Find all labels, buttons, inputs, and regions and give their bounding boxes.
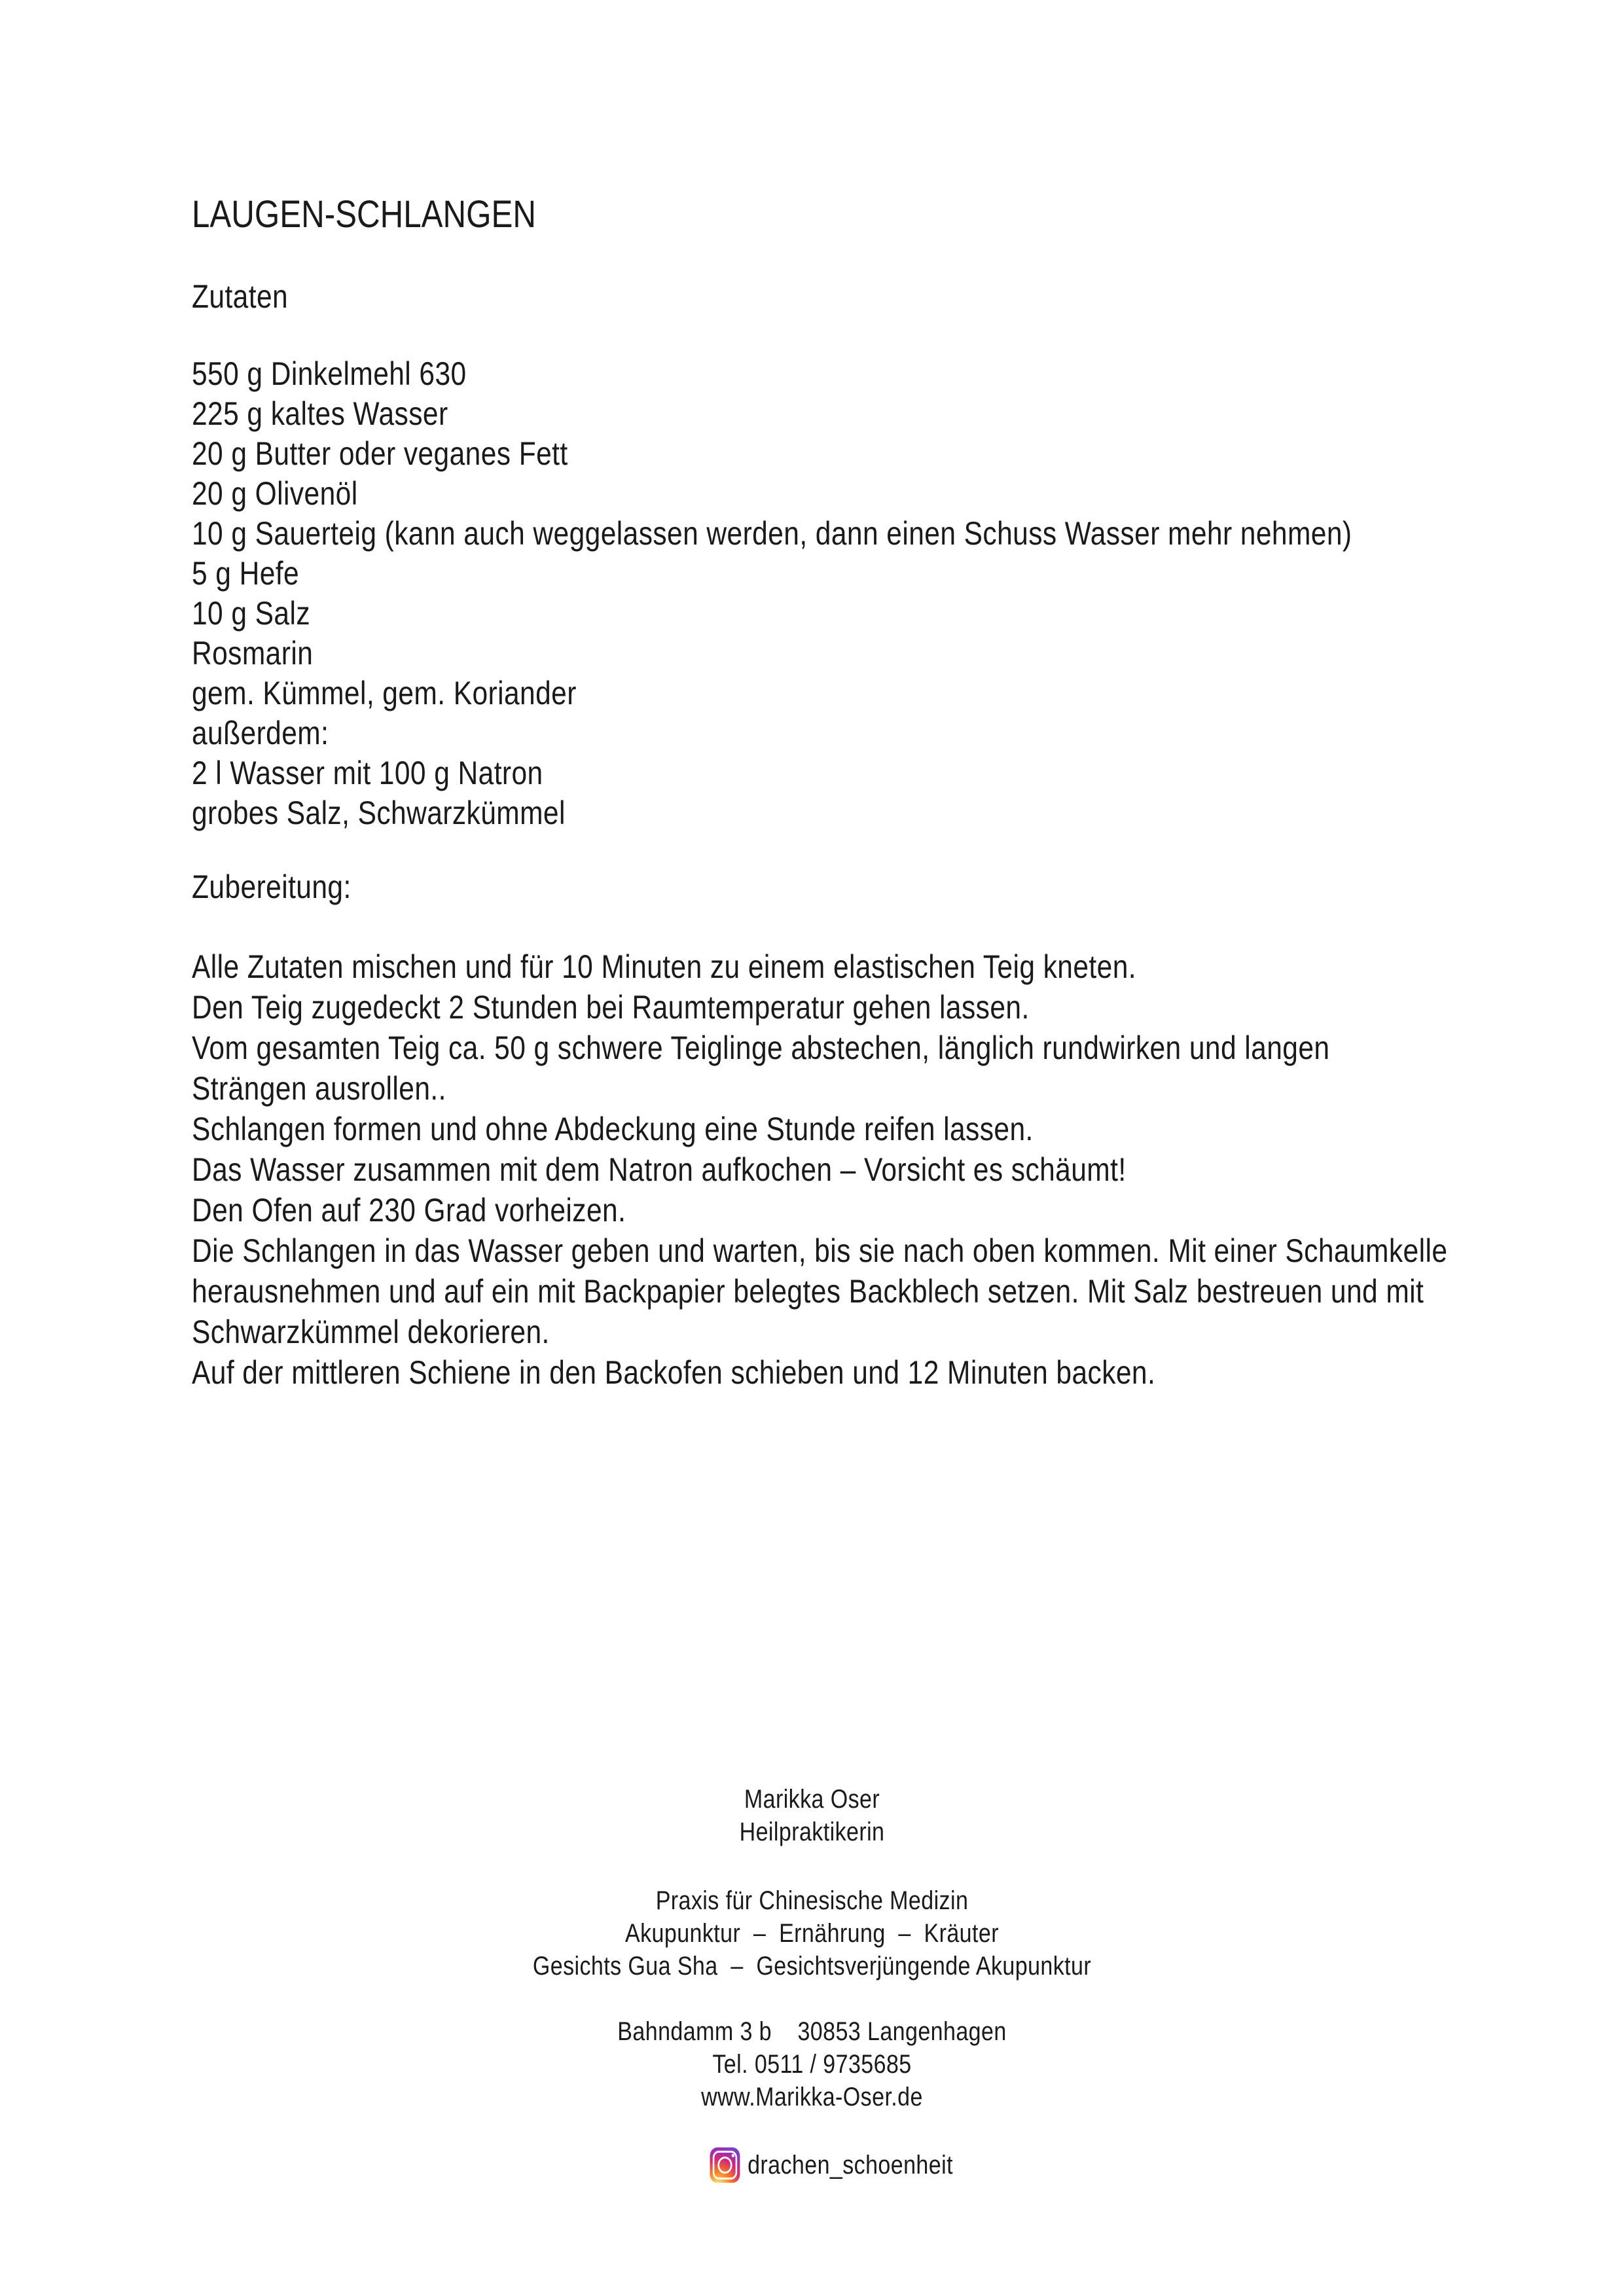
ingredient-line: 225 g kaltes Wasser: [192, 395, 448, 432]
ingredient-line: 2 l Wasser mit 100 g Natron: [192, 755, 543, 791]
instagram-handle: drachen_schoenheit: [748, 2151, 953, 2180]
preparation-line: herausnehmen und auf ein mit Backpapier belegtes Backblech setzen. Mit Salz bestreuen und mit: [192, 1273, 1424, 1310]
instagram-row: [122, 2109, 1502, 2220]
ingredient-line: 550 g Dinkelmehl 630: [192, 355, 467, 392]
footer-services-1: Akupunktur – Ernährung – Kräuter: [625, 1919, 999, 1948]
preparation-line: Das Wasser zusammen mit dem Natron aufkochen – Vorsicht es schäumt!: [192, 1151, 1127, 1188]
ingredient-line: 20 g Olivenöl: [192, 475, 358, 512]
ingredient-line: 20 g Butter oder veganes Fett: [192, 435, 568, 472]
preparation-line: Den Ofen auf 230 Grad vorheizen.: [192, 1192, 626, 1229]
ingredient-line: 5 g Hefe: [192, 555, 300, 592]
instagram-icon: [710, 2147, 740, 2183]
ingredient-line: außerdem:: [192, 715, 329, 751]
ingredient-line: 10 g Sauerteig (kann auch weggelassen werden, dann einen Schuss Wasser mehr nehmen): [192, 515, 1352, 552]
page-title: LAUGEN-SCHLANGEN: [192, 193, 536, 236]
ingredient-line: gem. Kümmel, gem. Koriander: [192, 675, 577, 711]
preparation-line: Die Schlangen in das Wasser geben und warten, bis sie nach oben kommen. Mit einer Schaumkelle: [192, 1232, 1448, 1269]
footer-services-2: Gesichts Gua Sha – Gesichtsverjüngende Akupunktur: [532, 1952, 1092, 1981]
preparation-line: Schlangen formen und ohne Abdeckung eine Stunde reifen lassen.: [192, 1111, 1034, 1147]
footer-practice: Praxis für Chinesische Medizin: [655, 1886, 969, 1915]
instagram-camera-lens: [717, 2157, 732, 2174]
footer-address: Bahndamm 3 b 30853 Langenhagen: [617, 2017, 1007, 2046]
footer-name: Marikka Oser: [744, 1785, 880, 1814]
preparation-line: Vom gesamten Teig ca. 50 g schwere Teiglinge abstechen, länglich rundwirken und langen: [192, 1030, 1330, 1066]
practice-footer: [122, 0, 1502, 2296]
preparation-line: Alle Zutaten mischen und für 10 Minuten zu einem elastischen Teig kneten.: [192, 948, 1137, 985]
preparation-line: Strängen ausrollen..: [192, 1070, 446, 1107]
ingredients-label: Zutaten: [192, 278, 289, 315]
preparation-line: Schwarzkümmel dekorieren.: [192, 1314, 550, 1350]
preparation-label: Zubereitung:: [192, 869, 352, 905]
ingredient-line: 10 g Salz: [192, 595, 311, 632]
ingredient-line: Rosmarin: [192, 635, 314, 672]
ingredient-line: grobes Salz, Schwarzkümmel: [192, 795, 566, 831]
footer-phone: Tel. 0511 / 9735685: [712, 2050, 912, 2079]
footer-role: Heilpraktikerin: [739, 1818, 885, 1846]
footer-website: www.Marikka-Oser.de: [701, 2083, 923, 2111]
preparation-line: Auf der mittleren Schiene in den Backofen schieben und 12 Minuten backen.: [192, 1354, 1156, 1391]
preparation-line: Den Teig zugedeckt 2 Stunden bei Raumtemperatur gehen lassen.: [192, 989, 1030, 1026]
